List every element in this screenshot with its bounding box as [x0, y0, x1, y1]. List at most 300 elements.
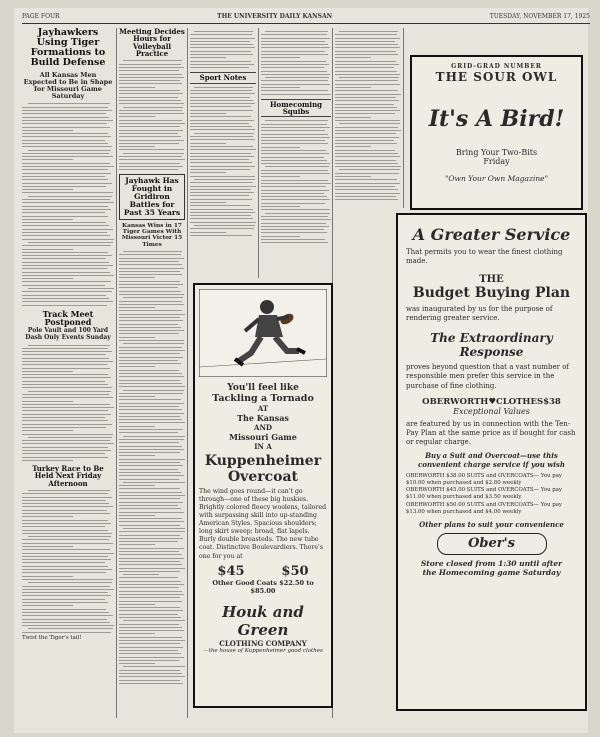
budget-intro: That permits you to wear the finest clothing made. [406, 248, 563, 266]
text-line [190, 116, 251, 117]
tornado-line-6: Missouri Game [229, 432, 297, 442]
text-line [190, 139, 255, 140]
text-line [190, 202, 226, 203]
text-line [119, 505, 178, 506]
text-line [22, 523, 111, 524]
budget-extra-2: Response [459, 345, 524, 360]
article-body [261, 31, 331, 95]
text-line [119, 271, 180, 272]
text-line [22, 239, 114, 240]
text-line [261, 203, 325, 204]
text-line [22, 414, 111, 415]
text-line [119, 637, 182, 638]
column-3 [190, 28, 256, 280]
text-line [335, 94, 401, 95]
text-line [335, 179, 397, 180]
text-line [119, 643, 180, 644]
text-line [190, 169, 250, 170]
subhead-jayhawkers: All Kansas Men Expected to Be in Shape for Missouri Game Saturday [23, 70, 113, 101]
text-line [22, 189, 73, 190]
text-line [261, 236, 300, 237]
text-line [261, 127, 330, 128]
text-line [119, 93, 183, 94]
text-line [261, 199, 330, 200]
text-line [123, 436, 185, 437]
text-line [22, 209, 111, 210]
text-line [261, 61, 326, 62]
text-line [335, 110, 400, 111]
text-line [119, 416, 180, 417]
text-line [22, 397, 113, 398]
text-line [119, 347, 182, 348]
column-4 [261, 28, 331, 280]
obers-logo: Ober's [437, 533, 547, 555]
text-line [22, 130, 73, 131]
text-line [261, 140, 325, 141]
text-line [22, 166, 114, 167]
text-line [119, 383, 182, 384]
text-line [22, 153, 109, 154]
article-body [119, 60, 185, 170]
text-line [119, 442, 179, 443]
text-line [22, 252, 108, 253]
text-line [119, 64, 181, 65]
text-line [119, 70, 179, 71]
headline-volleyball: Meeting Decides Hours for Volleyball Practice [119, 28, 185, 59]
text-line [190, 97, 250, 98]
text-line [119, 568, 185, 569]
closing-line: Twist the Tiger's tail! [22, 635, 82, 641]
text-line [261, 209, 330, 210]
text-line [119, 531, 185, 532]
text-line [335, 57, 371, 58]
article-body [190, 87, 256, 236]
text-line [119, 653, 181, 654]
text-line [119, 281, 180, 282]
owl-motto: "Own Your Own Magazine" [444, 174, 549, 183]
text-line [119, 403, 184, 404]
text-line [22, 430, 73, 431]
text-line [119, 564, 182, 565]
text-line [119, 548, 184, 549]
tornado-line-4: The Kansas [237, 413, 289, 423]
price-row [199, 564, 327, 579]
text-line [28, 103, 111, 104]
text-line [335, 61, 396, 62]
text-line [22, 443, 114, 444]
sour-owl-ad [410, 55, 583, 210]
text-line [119, 518, 182, 519]
column-rule [187, 28, 188, 718]
text-line [22, 619, 107, 620]
football-player-illustration [199, 289, 327, 377]
text-line [119, 479, 179, 480]
text-line [22, 539, 109, 540]
text-line [22, 420, 108, 421]
text-line [22, 156, 113, 157]
text-line [194, 179, 255, 180]
text-line [335, 100, 399, 101]
text-line [28, 490, 111, 491]
headline-sport-notes: Sport Notes [190, 72, 256, 83]
text-line [22, 401, 73, 402]
text-line [261, 47, 330, 48]
text-line [261, 74, 330, 75]
text-line [22, 450, 111, 451]
text-line [119, 541, 178, 542]
headline-turkey-race: Turkey Race to Be Held Next Friday Afternoon [32, 463, 104, 488]
text-line [335, 156, 400, 157]
text-line [119, 538, 183, 539]
text-line [28, 628, 114, 629]
text-line [22, 595, 111, 596]
text-line [261, 223, 326, 224]
text-line [119, 647, 183, 648]
text-line [335, 54, 398, 55]
text-line [190, 182, 253, 183]
text-line [261, 193, 324, 194]
text-line [190, 212, 255, 213]
text-line [335, 183, 400, 184]
text-line [22, 410, 108, 411]
text-line [22, 440, 110, 441]
text-line [265, 213, 329, 214]
text-line [119, 485, 155, 486]
text-line [335, 127, 398, 128]
text-line [22, 599, 105, 600]
text-line [119, 80, 180, 81]
text-line [22, 407, 114, 408]
text-line [22, 176, 105, 177]
text-line [119, 317, 180, 318]
text-line [28, 150, 112, 151]
text-line [119, 591, 182, 592]
text-line [190, 93, 255, 94]
text-line [335, 193, 400, 194]
text-line [22, 592, 108, 593]
text-line [190, 123, 249, 124]
text-line [119, 409, 182, 410]
text-line [119, 413, 184, 414]
text-line [119, 83, 182, 84]
text-line [190, 156, 254, 157]
text-line [22, 404, 110, 405]
text-line [119, 551, 179, 552]
article-body [190, 31, 256, 68]
budget-headline: A Greater Service [412, 225, 571, 244]
text-line [190, 64, 254, 65]
store-tagline: —the house of Kuppenheimer good clothes [203, 647, 323, 654]
text-line [190, 120, 254, 121]
text-line [22, 497, 112, 498]
text-line [119, 676, 185, 677]
text-line [119, 143, 179, 144]
budget-the: THE [479, 274, 504, 286]
text-line [22, 562, 105, 563]
text-line [22, 434, 113, 435]
text-line [261, 87, 300, 88]
text-line [119, 455, 155, 456]
text-line [261, 190, 329, 191]
text-line [22, 183, 112, 184]
text-line [22, 506, 113, 507]
text-line [119, 452, 180, 453]
text-line [22, 609, 106, 610]
text-line [22, 602, 108, 603]
text-line [22, 447, 108, 448]
text-line [22, 453, 105, 454]
text-line [119, 386, 185, 387]
text-line [119, 258, 184, 259]
text-line [261, 239, 325, 240]
text-line [119, 587, 179, 588]
text-line [119, 166, 183, 167]
text-line [190, 149, 256, 150]
text-line [119, 449, 184, 450]
text-line [335, 107, 397, 108]
text-line [119, 333, 179, 334]
text-line [335, 117, 371, 118]
text-line [190, 222, 256, 223]
text-line [119, 554, 182, 555]
text-line [22, 291, 112, 292]
text-line [22, 295, 106, 296]
text-line [335, 38, 400, 39]
text-line [119, 360, 178, 361]
text-line [261, 183, 331, 184]
text-line [190, 186, 256, 187]
text-line [119, 103, 184, 104]
text-line [22, 229, 113, 230]
text-line [261, 219, 331, 220]
text-line [190, 209, 253, 210]
text-line [119, 277, 155, 278]
text-line [190, 205, 250, 206]
text-line [335, 71, 397, 72]
text-line [339, 77, 399, 78]
article-body [22, 345, 114, 461]
text-line [119, 660, 179, 661]
text-line [190, 110, 253, 111]
text-line [119, 670, 180, 671]
text-line [339, 169, 400, 170]
budget-price-2: OBERWORTH $45.00 SUITS and OVERCOATS— You pay $11.00 when purchased and $3.50 weekly [406, 487, 562, 501]
text-line [22, 265, 113, 266]
text-line [119, 307, 155, 308]
text-line [190, 57, 226, 58]
text-line [190, 126, 252, 127]
text-line [261, 216, 328, 217]
text-line [190, 228, 254, 229]
text-line [22, 546, 73, 547]
text-line [22, 576, 73, 577]
text-line [119, 337, 155, 338]
text-line [190, 38, 255, 39]
text-line [119, 558, 184, 559]
text-line [22, 533, 112, 534]
headline-homecoming-squibs: Homecoming Squibs [261, 99, 331, 118]
text-line [28, 391, 112, 392]
text-line [119, 301, 182, 302]
headline-gridiron: Jayhawk Has Fought in Gridiron Battles for Past 35 Years [119, 174, 185, 219]
text-line [119, 350, 185, 351]
text-line [22, 358, 109, 359]
text-line [119, 498, 180, 499]
text-line [22, 179, 108, 180]
text-line [119, 462, 180, 463]
text-line [265, 120, 328, 121]
text-line [22, 133, 108, 134]
text-line [335, 150, 395, 151]
text-line [119, 310, 182, 311]
text-line [119, 673, 182, 674]
text-line [190, 34, 252, 35]
text-line [22, 268, 107, 269]
text-line [190, 232, 226, 233]
text-line [123, 60, 182, 61]
text-line [335, 186, 395, 187]
text-line [123, 574, 159, 575]
text-line [190, 113, 226, 114]
text-line [119, 459, 185, 460]
text-line [119, 90, 180, 91]
closed-2: the Homecoming game Saturday [422, 567, 561, 577]
text-line [22, 249, 73, 250]
text-line [119, 353, 180, 354]
text-line [261, 34, 327, 35]
article-body [335, 31, 401, 200]
text-line [335, 90, 398, 91]
text-line [123, 251, 182, 252]
text-line [190, 51, 251, 52]
text-line [261, 41, 325, 42]
text-line [119, 535, 180, 536]
text-line [22, 460, 73, 461]
text-line [119, 291, 181, 292]
text-line [335, 146, 371, 147]
text-line [119, 149, 184, 150]
text-line [119, 472, 181, 473]
text-line [28, 536, 112, 537]
text-line [22, 222, 106, 223]
text-line [335, 51, 396, 52]
text-line [119, 633, 155, 634]
text-line [339, 123, 400, 124]
oberworth-ad [396, 213, 587, 711]
text-line [119, 627, 182, 628]
text-line [119, 488, 180, 489]
text-line [261, 80, 328, 81]
text-line [190, 172, 226, 173]
text-line [22, 615, 113, 616]
text-line [261, 44, 328, 45]
text-line [22, 232, 107, 233]
text-line [119, 126, 180, 127]
text-line [261, 90, 328, 91]
tornado-line-3: AT [257, 404, 269, 413]
text-line [190, 176, 255, 177]
text-line [22, 159, 73, 160]
text-line [261, 84, 330, 85]
text-line [22, 127, 110, 128]
text-line [335, 80, 398, 81]
text-line [22, 107, 108, 108]
text-line [190, 44, 253, 45]
text-line [335, 189, 398, 190]
text-line [22, 371, 73, 372]
kuppenheimer-brand: Kuppenheimer [204, 453, 322, 469]
text-line [22, 500, 106, 501]
text-line [335, 163, 398, 164]
text-line [261, 130, 325, 131]
text-line [22, 348, 108, 349]
text-line [22, 354, 106, 355]
text-line [22, 520, 108, 521]
text-line [261, 160, 327, 161]
text-line [22, 384, 108, 385]
text-line [22, 275, 114, 276]
store-subtitle: CLOTHING COMPANY [219, 638, 307, 648]
text-line [194, 225, 255, 226]
text-line [119, 268, 184, 269]
text-line [119, 116, 155, 117]
text-line [335, 160, 396, 161]
text-line [261, 71, 327, 72]
text-line [335, 41, 395, 42]
text-line [119, 581, 181, 582]
text-line [22, 140, 105, 141]
text-line [119, 254, 181, 255]
text-line [123, 107, 183, 108]
header-rule [22, 23, 590, 24]
column-rule [116, 28, 117, 718]
text-line [22, 351, 112, 352]
column-5 [335, 28, 401, 210]
text-line [119, 624, 179, 625]
text-line [22, 569, 112, 570]
text-line [335, 44, 398, 45]
text-line [119, 380, 180, 381]
text-line [119, 577, 178, 578]
text-line [119, 399, 181, 400]
subhead-gridiron: Kansas Wins in 17 Tiger Games With Missouri Victor 15 Times [121, 222, 183, 248]
text-line [119, 594, 184, 595]
text-line [261, 170, 328, 171]
text-line [22, 225, 109, 226]
column-rule [403, 28, 404, 208]
text-line [335, 137, 399, 138]
kuppenheimer-ad [193, 283, 333, 708]
text-line [119, 77, 184, 78]
text-line [119, 521, 184, 522]
text-line [119, 169, 178, 170]
text-line [261, 67, 324, 68]
text-line [119, 393, 183, 394]
text-line [335, 120, 400, 121]
text-line [119, 429, 183, 430]
text-line [119, 419, 182, 420]
text-line [119, 133, 178, 134]
text-line [261, 157, 324, 158]
text-line [261, 180, 328, 181]
text-line [22, 120, 113, 121]
text-line [119, 363, 181, 364]
text-line [22, 278, 73, 279]
text-line [123, 666, 185, 667]
text-line [119, 100, 181, 101]
text-line [265, 77, 329, 78]
text-line [190, 54, 253, 55]
